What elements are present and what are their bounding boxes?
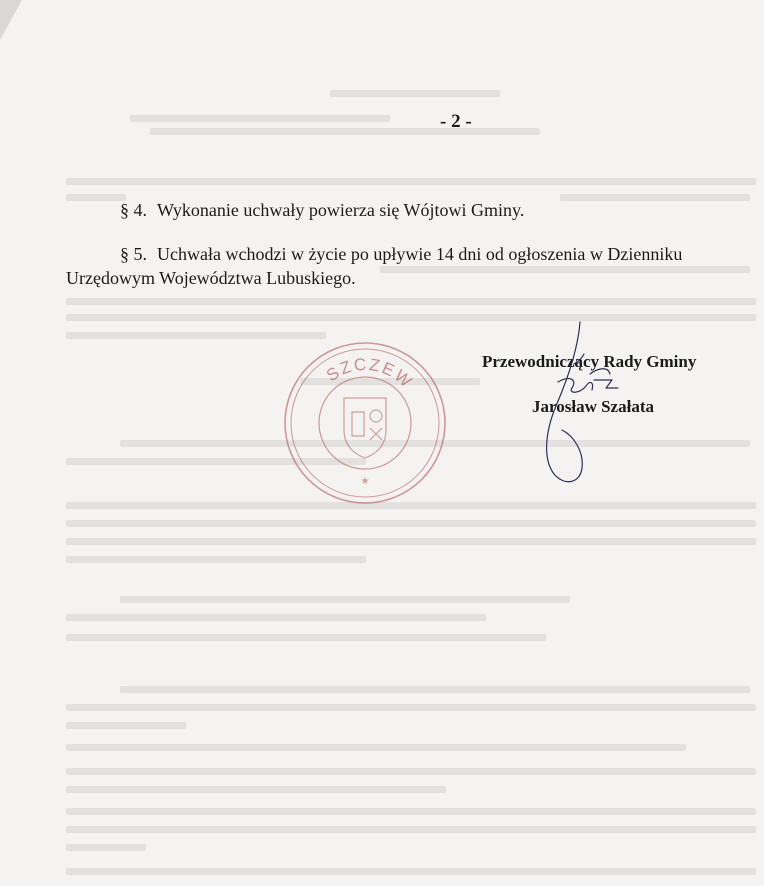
- paragraph-text: Wykonanie uchwały powierza się Wójtowi Gminy.: [157, 200, 525, 220]
- paragraph-section-4: [66, 198, 738, 222]
- stamp-text: SZCZEW: [322, 354, 417, 393]
- signature-title: Przewodniczący Rady Gminy: [482, 352, 697, 371]
- paragraph-text: Uchwała wchodzi w życie po upływie 14 dni od ogłoszenia w Dzienniku Urzędowym Województwa Lubuskiego.: [66, 244, 683, 288]
- coat-of-arms-icon: [344, 398, 386, 458]
- page-number: - 2 -: [440, 111, 472, 132]
- official-stamp: [282, 340, 448, 506]
- signatory-name: Jarosław Szałata: [532, 397, 654, 416]
- handwritten-signature: [528, 318, 648, 493]
- paragraph-section-5: [66, 242, 738, 290]
- section-number: § 4.: [120, 200, 147, 220]
- page-corner-fold: [0, 0, 22, 40]
- svg-text:★: ★: [360, 476, 370, 487]
- section-number: § 5.: [120, 244, 147, 264]
